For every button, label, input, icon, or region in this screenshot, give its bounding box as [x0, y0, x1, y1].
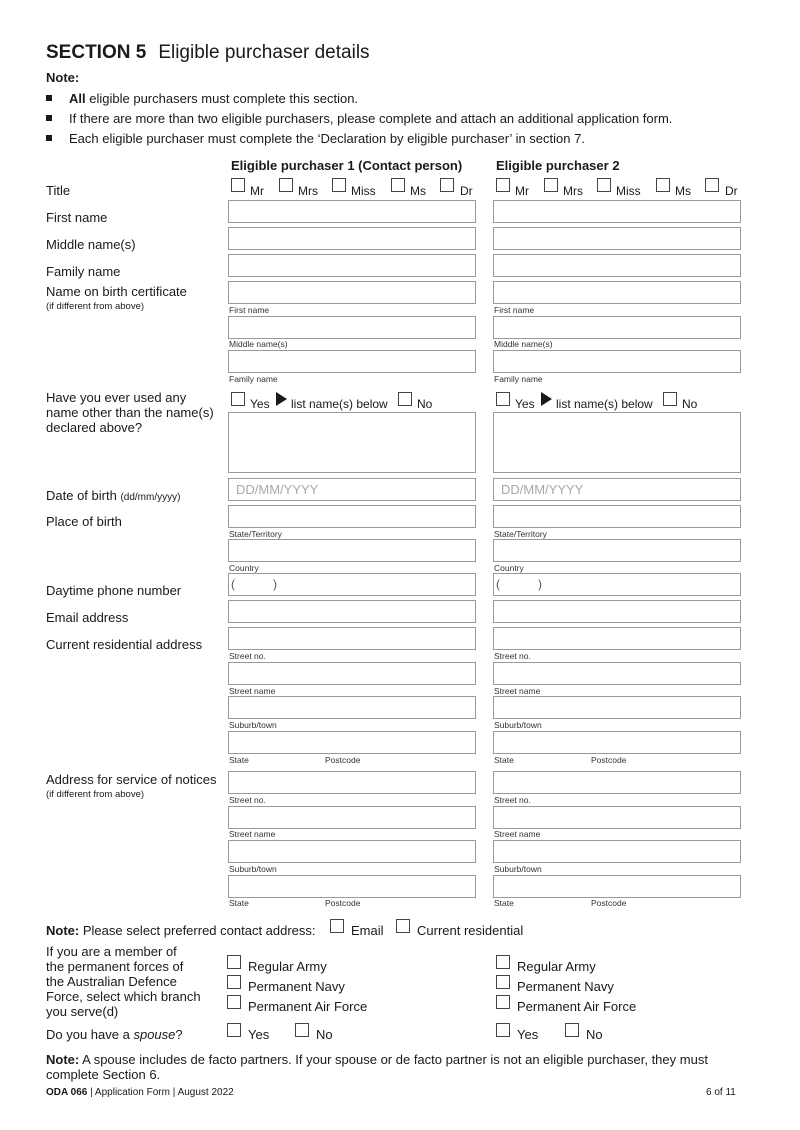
arrow-right-icon	[276, 392, 287, 406]
p2-svc-state-postcode-input[interactable]	[493, 875, 741, 898]
label-family-name: Family name	[46, 264, 121, 279]
p1-svc-street-no-sublabel: Street no.	[229, 795, 266, 805]
p2-birth-family-name-input[interactable]	[493, 350, 741, 373]
p2-pob-country-sublabel: Country	[494, 563, 524, 573]
p1-dob-placeholder: DD/MM/YYYY	[236, 482, 319, 497]
p2-svc-street-no-input[interactable]	[493, 771, 741, 794]
p2-res-state-postcode-input[interactable]	[493, 731, 741, 754]
contact-residential-label: Current residential	[417, 923, 524, 938]
p1-svc-street-name-sublabel: Street name	[229, 829, 276, 839]
p2-birth-first-name-sublabel: First name	[494, 305, 535, 315]
p1-res-street-no-sublabel: Street no.	[229, 651, 266, 661]
p2-other-names-yes-label: Yes	[515, 397, 535, 411]
p2-title-mrs-checkbox[interactable]	[544, 178, 558, 192]
p1-other-names-no-checkbox[interactable]	[398, 392, 412, 406]
p1-svc-suburb-sublabel: Suburb/town	[229, 864, 277, 874]
p1-birth-first-name-sublabel: First name	[229, 305, 270, 315]
p1-res-street-name-input[interactable]	[228, 662, 476, 685]
p1-title-ms-checkbox[interactable]	[391, 178, 405, 192]
p2-title-dr-checkbox[interactable]	[705, 178, 719, 192]
p1-birth-middle-names-input[interactable]	[228, 316, 476, 339]
p1-svc-street-name-input[interactable]	[228, 806, 476, 829]
p2-title-mr-checkbox[interactable]	[496, 178, 510, 192]
label-service-address: Address for service of notices (if different from above)	[46, 772, 217, 800]
p1-pob-country-sublabel: Country	[229, 563, 259, 573]
p1-res-street-no-input[interactable]	[228, 627, 476, 650]
p2-svc-postcode-sublabel: Postcode	[591, 898, 627, 908]
p1-spouse-yes-checkbox[interactable]	[227, 1023, 241, 1037]
p1-spouse-no-checkbox[interactable]	[295, 1023, 309, 1037]
arrow-right-icon	[541, 392, 552, 406]
p2-permanent-air-force-checkbox[interactable]	[496, 995, 510, 1009]
p2-other-names-no-label: No	[682, 397, 698, 411]
p2-pob-state-sublabel: State/Territory	[494, 529, 547, 539]
note-bullet-3: Each eligible purchaser must complete the ‘Declaration by eligible purchaser’ in section 7.	[46, 131, 585, 146]
label-other-names: Have you ever used any name other than the name(s) declared above?	[46, 390, 214, 435]
p1-middle-names-input[interactable]	[228, 227, 476, 250]
p1-title-mr-checkbox[interactable]	[231, 178, 245, 192]
p2-other-names-yes-checkbox[interactable]	[496, 392, 510, 406]
p1-res-postcode-sublabel: Postcode	[325, 755, 361, 765]
p1-title-ms-label: Ms	[410, 184, 426, 198]
p2-svc-suburb-sublabel: Suburb/town	[494, 864, 542, 874]
p2-title-mr-label: Mr	[515, 184, 529, 198]
p2-res-suburb-input[interactable]	[493, 696, 741, 719]
p1-permanent-air-force-label: Permanent Air Force	[248, 999, 368, 1014]
p2-res-street-name-input[interactable]	[493, 662, 741, 685]
p2-permanent-navy-checkbox[interactable]	[496, 975, 510, 989]
p2-svc-suburb-input[interactable]	[493, 840, 741, 863]
p2-list-names-label: list name(s) below	[556, 397, 653, 411]
label-spouse: Do you have a spouse?	[46, 1027, 183, 1042]
p1-spouse-no-label: No	[316, 1027, 333, 1042]
contact-residential-checkbox[interactable]	[396, 919, 410, 933]
label-date-of-birth: Date of birth (dd/mm/yyyy)	[46, 488, 181, 503]
p1-first-name-input[interactable]	[228, 200, 476, 223]
p1-svc-suburb-input[interactable]	[228, 840, 476, 863]
p1-birth-family-name-sublabel: Family name	[229, 374, 278, 384]
p2-regular-army-checkbox[interactable]	[496, 955, 510, 969]
label-email: Email address	[46, 610, 129, 625]
label-first-name: First name	[46, 210, 108, 225]
p2-title-miss-checkbox[interactable]	[597, 178, 611, 192]
p1-title-miss-label: Miss	[351, 184, 376, 198]
p1-family-name-input[interactable]	[228, 254, 476, 277]
spouse-note: Note: A spouse includes de facto partners. If your spouse or de facto partner is not an eligible purchaser, they must complete Section 6.	[46, 1052, 708, 1082]
p1-regular-army-label: Regular Army	[248, 959, 327, 974]
p2-other-names-textarea[interactable]	[493, 412, 741, 473]
p2-spouse-no-label: No	[586, 1027, 603, 1042]
p1-res-suburb-input[interactable]	[228, 696, 476, 719]
section-number: SECTION 5	[46, 42, 147, 63]
p1-pob-state-input[interactable]	[228, 505, 476, 528]
p1-title-mrs-label: Mrs	[298, 184, 318, 198]
p2-family-name-input[interactable]	[493, 254, 741, 277]
p2-middle-names-input[interactable]	[493, 227, 741, 250]
note-bullet-1: All eligible purchasers must complete this section.	[46, 91, 358, 106]
p2-permanent-navy-label: Permanent Navy	[517, 979, 614, 994]
p1-res-suburb-sublabel: Suburb/town	[229, 720, 277, 730]
bullet-marker	[46, 95, 52, 101]
p1-list-names-label: list name(s) below	[291, 397, 388, 411]
service-address-note: (if different from above)	[46, 789, 145, 800]
contact-preference-note: Note: Please select preferred contact address:	[46, 923, 316, 938]
p2-first-name-input[interactable]	[493, 200, 741, 223]
column-heading-purchaser-2: Eligible purchaser 2	[496, 158, 620, 173]
p2-title-dr-label: Dr	[725, 184, 738, 198]
p2-svc-street-no-sublabel: Street no.	[494, 795, 531, 805]
p2-title-mrs-label: Mrs	[563, 184, 583, 198]
p1-phone-paren-close: )	[273, 577, 277, 591]
p1-other-names-no-label: No	[417, 397, 433, 411]
p1-title-miss-checkbox[interactable]	[332, 178, 346, 192]
p2-title-ms-label: Ms	[675, 184, 691, 198]
p1-permanent-air-force-checkbox[interactable]	[227, 995, 241, 1009]
p2-email-input[interactable]	[493, 600, 741, 623]
p2-res-street-name-sublabel: Street name	[494, 686, 541, 696]
p1-pob-state-sublabel: State/Territory	[229, 529, 282, 539]
p2-svc-state-sublabel: State	[494, 898, 514, 908]
p1-res-state-sublabel: State	[229, 755, 249, 765]
p1-title-dr-label: Dr	[460, 184, 473, 198]
label-phone: Daytime phone number	[46, 583, 182, 598]
p2-other-names-no-checkbox[interactable]	[663, 392, 677, 406]
p2-title-ms-checkbox[interactable]	[656, 178, 670, 192]
p1-phone-input[interactable]	[228, 573, 476, 596]
p1-other-names-textarea[interactable]	[228, 412, 476, 473]
p2-res-street-no-input[interactable]	[493, 627, 741, 650]
p2-birth-first-name-input[interactable]	[493, 281, 741, 304]
p1-phone-paren-open: (	[231, 577, 235, 591]
p1-permanent-navy-label: Permanent Navy	[248, 979, 345, 994]
birth-certificate-note: (if different from above)	[46, 301, 145, 312]
p2-svc-street-name-input[interactable]	[493, 806, 741, 829]
p2-permanent-air-force-label: Permanent Air Force	[517, 999, 637, 1014]
note-bullet-2: If there are more than two eligible purchasers, please complete and attach an additional application form.	[46, 111, 672, 126]
section-title: Eligible purchaser details	[158, 42, 370, 63]
p2-res-state-sublabel: State	[494, 755, 514, 765]
column-heading-purchaser-1: Eligible purchaser 1 (Contact person)	[231, 158, 463, 173]
p1-svc-state-sublabel: State	[229, 898, 249, 908]
p2-spouse-yes-checkbox[interactable]	[496, 1023, 510, 1037]
p1-title-mr-label: Mr	[250, 184, 264, 198]
footer-page-number: 6 of 11	[706, 1087, 736, 1098]
note-heading: Note:	[46, 70, 80, 85]
p2-res-postcode-sublabel: Postcode	[591, 755, 627, 765]
label-defence-forces: If you are a member of the permanent forces of the Australian Defence Force, select which branch you serve(d)	[46, 944, 201, 1019]
p2-spouse-yes-label: Yes	[517, 1027, 539, 1042]
label-place-of-birth: Place of birth	[46, 514, 122, 529]
p1-email-input[interactable]	[228, 600, 476, 623]
p1-birth-family-name-input[interactable]	[228, 350, 476, 373]
label-title: Title	[46, 183, 71, 198]
section-heading	[46, 42, 370, 64]
contact-email-label: Email	[351, 923, 384, 938]
p2-regular-army-label: Regular Army	[517, 959, 596, 974]
bullet-marker	[46, 135, 52, 141]
p1-pob-country-input[interactable]	[228, 539, 476, 562]
p1-birth-first-name-input[interactable]	[228, 281, 476, 304]
p1-svc-state-postcode-input[interactable]	[228, 875, 476, 898]
p2-pob-state-input[interactable]	[493, 505, 741, 528]
p2-dob-placeholder: DD/MM/YYYY	[501, 482, 584, 497]
p1-res-street-name-sublabel: Street name	[229, 686, 276, 696]
p1-res-state-postcode-input[interactable]	[228, 731, 476, 754]
p2-birth-middle-names-sublabel: Middle name(s)	[494, 339, 553, 349]
p1-spouse-yes-label: Yes	[248, 1027, 270, 1042]
p2-birth-family-name-sublabel: Family name	[494, 374, 543, 384]
p2-phone-paren-open: (	[496, 577, 500, 591]
p2-spouse-no-checkbox[interactable]	[565, 1023, 579, 1037]
p2-phone-paren-close: )	[538, 577, 542, 591]
p2-res-suburb-sublabel: Suburb/town	[494, 720, 542, 730]
label-residential-address: Current residential address	[46, 637, 203, 652]
p1-title-mrs-checkbox[interactable]	[279, 178, 293, 192]
p2-phone-input[interactable]	[493, 573, 741, 596]
p2-birth-middle-names-input[interactable]	[493, 316, 741, 339]
p2-pob-country-input[interactable]	[493, 539, 741, 562]
p2-title-miss-label: Miss	[616, 184, 641, 198]
p2-res-street-no-sublabel: Street no.	[494, 651, 531, 661]
p1-birth-middle-names-sublabel: Middle name(s)	[229, 339, 288, 349]
p1-svc-postcode-sublabel: Postcode	[325, 898, 361, 908]
contact-email-checkbox[interactable]	[330, 919, 344, 933]
p1-regular-army-checkbox[interactable]	[227, 955, 241, 969]
p1-other-names-yes-label: Yes	[250, 397, 270, 411]
label-middle-names: Middle name(s)	[46, 237, 136, 252]
p1-svc-street-no-input[interactable]	[228, 771, 476, 794]
p1-other-names-yes-checkbox[interactable]	[231, 392, 245, 406]
p1-title-dr-checkbox[interactable]	[440, 178, 454, 192]
p1-permanent-navy-checkbox[interactable]	[227, 975, 241, 989]
p2-svc-street-name-sublabel: Street name	[494, 829, 541, 839]
bullet-marker	[46, 115, 52, 121]
footer-doc-info: ODA 066 | Application Form | August 2022	[46, 1087, 234, 1098]
label-birth-certificate: Name on birth certificate (if different from above)	[46, 284, 187, 312]
